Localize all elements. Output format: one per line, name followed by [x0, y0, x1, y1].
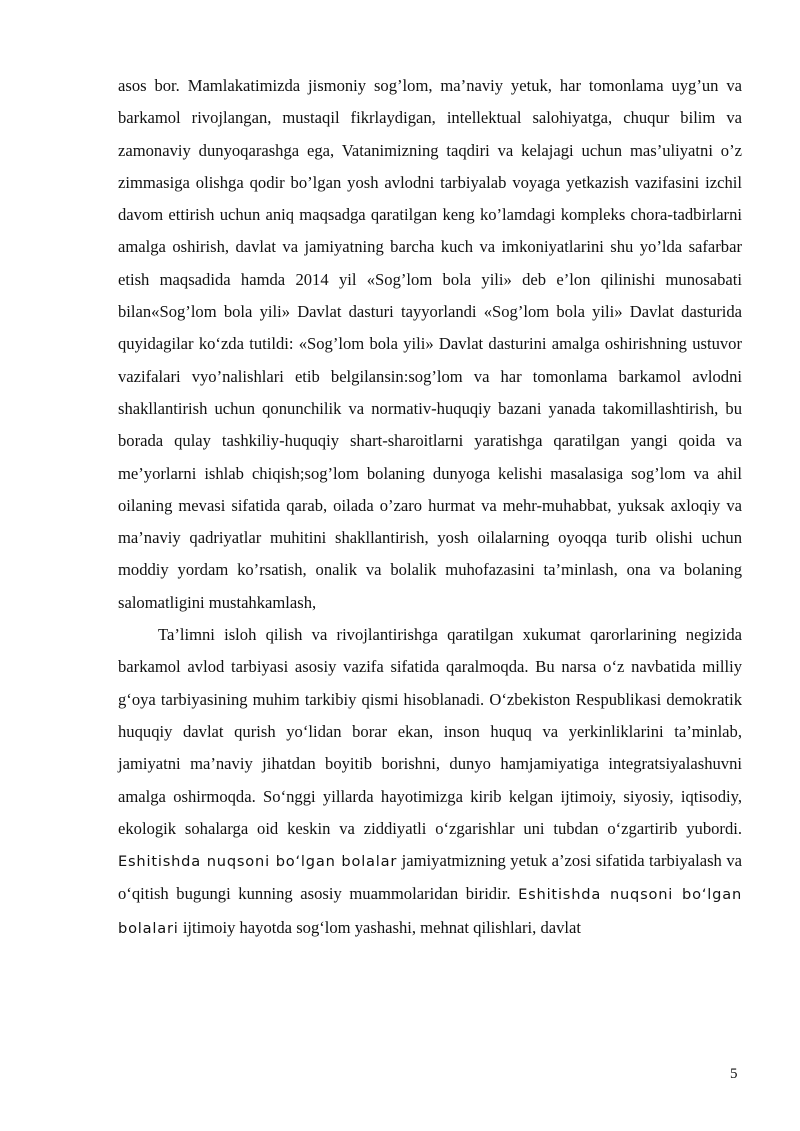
paragraph-2-text-3: ijtimoiy hayotda sog‘lom yashashi, mehnat qilishlari, davlat — [182, 917, 581, 937]
emphasis-text-2: Eshitishda nuqsoni bo‘lgan bolalari — [118, 886, 742, 937]
document-page — [118, 70, 742, 945]
emphasis-text-1: Eshitishda nuqsoni bo‘lgan bolalar — [118, 853, 398, 871]
paragraph-2 — [118, 619, 742, 945]
paragraph-2-text-2: jamiyatmizning yetuk a’zosi sifatida tarbiyalash va o‘qitish bugungi kunning asosiy muammolaridan biridir. — [118, 851, 742, 904]
page-number: 5 — [730, 1066, 738, 1082]
paragraph-2-text-1: Ta’limni isloh qilish va rivojlantirishga qaratilgan xukumat qarorlarining negizida barkamol avlod tarbiyasi asosiy vazifa sifatida qaralmoqda. Bu narsa o‘z navbatida milliy g‘oya tarbiyasining muhim tarkibiy qismi hisoblanadi. O‘zbekiston Respublikasi demokratik huquqiy davlat qurish yo‘lidan borar ekan, inson huquq va yerkinliklarini ta’minlab, jamiyatni ma’naviy jihatdan boyitib borishni, dunyo hamjamiyatiga integratsiyalashuvni amalga oshirmoqda. So‘nggi yillarda hayotimizga kirib kelgan ijtimoiy, siyosiy, iqtisodiy, ekologik sohalarga oid keskin va ziddiyatli o‘zgarishlar uni tubdan o‘zgartirib yubordi. — [118, 625, 742, 838]
paragraph-1: asos bor. Mamlakatimizda jismoniy sog’lom, ma’naviy yetuk, har tomonlama uyg’un va barkamol rivojlangan, mustaqil fikrlaydigan, intellektual salohiyatga, chuqur bilim va zamonaviy dunyoqarashga ega, Vatanimizning taqdiri va kelajagi uchun mas’uliyatni o’z zimmasiga olishga qodir bo’lgan yosh avlodni tarbiyalab voyaga yetkazish vazifasini izchil davom ettirish uchun aniq maqsadga qaratilgan keng ko’lamdagi kompleks chora-tadbirlarni amalga oshirish, davlat va jamiyatning barcha kuch va imkoniyatlarini shu yo’lda safarbar etish maqsadida hamda 2014 yil «Sog’lom bola yili» deb e’lon qilinishi munosabati bilan«Sog’lom bola yili» Davlat dasturi tayyorlandi «Sog’lom bola yili» Davlat dasturida quyidagilar ko‘zda tutildi: «Sog’lom bola yili» Davlat dasturini amalga oshirishning ustuvor vazifalari vyo’nalishlari etib belgilansin:sog’lom va har tomonlama barkamol avlodni shakllantirish uchun qonunchilik va normativ-huquqiy bazani yanada takomillashtirish, bu borada qulay tashkiliy-huquqiy shart-sharoitlarni yaratishga qaratilgan yangi qoida va me’yorlarni ishlab chiqish;sog’lom bolaning dunyoga kelishi masalasiga sog’lom va ahil oilaning mevasi sifatida qarab, oilada o’zaro hurmat va mehr-muhabbat, yuksak axloqiy va ma’naviy qadriyatlar muhitini shakllantirish, yosh oilalarning oyoqqa turib olishi uchun moddiy yordam ko’rsatish, onalik va bolalik muhofazasini ta’minlash, ona va bolaning salomatligini mustahkamlash, — [118, 76, 742, 612]
